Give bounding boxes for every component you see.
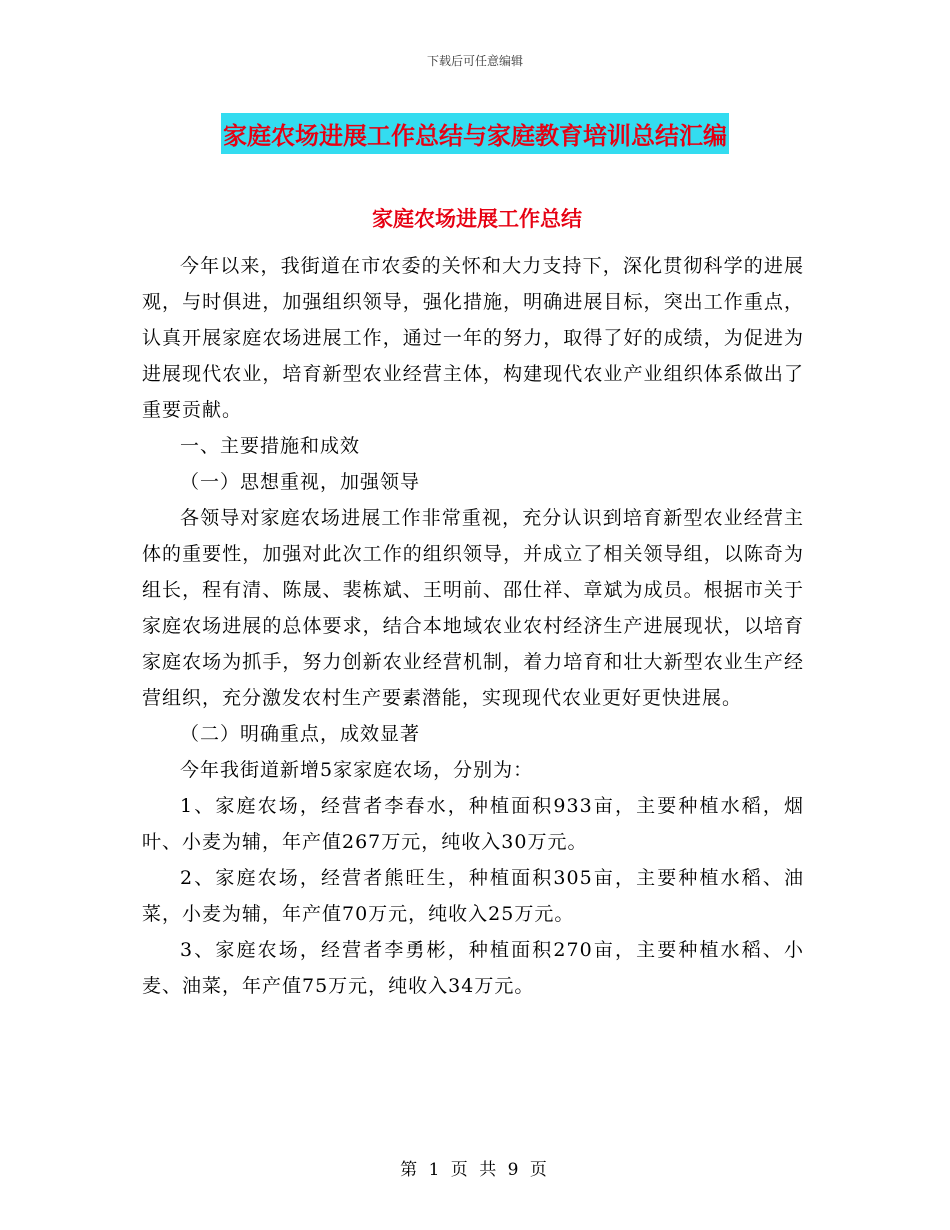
- paragraph-leadership: 各领导对家庭农场进展工作非常重视，充分认识到培育新型农业经营主体的重要性，加强对此次工作的组织领导，并成立了相关领导组，以陈奇为组长，程有清、陈晟、裴栋斌、王明前、邵仕祥、章斌为成员。根据市关于家庭农场进展的总体要求，结合本地域农业农村经济生产进展现状，以培育家庭农场为抓手，努力创新农业经营机制，着力培育和壮大新型农业生产经营组织，充分激发农村生产要素潜能，实现现代农业更好更快进展。: [142, 507, 804, 709]
- document-body: [142, 248, 804, 1004]
- heading-main-measures: 一、主要措施和成效: [180, 435, 361, 457]
- section-title: 家庭农场进展工作总结: [372, 206, 582, 231]
- subheading-focus: （二）明确重点，成效显著: [180, 723, 421, 745]
- list-item-farm-3: 3、家庭农场，经营者李勇彬，种植面积270亩，主要种植水稻、小麦、油菜，年产值75万元，纯收入34万元。: [142, 939, 804, 997]
- paragraph-intro: 今年以来，我街道在市农委的关怀和大力支持下，深化贯彻科学的进展观，与时俱进，加强组织领导，强化措施，明确进展目标，突出工作重点，认真开展家庭农场进展工作，通过一年的努力，取得了好的成绩，为促进为进展现代农业，培育新型农业经营主体，构建现代农业产业组织体系做出了重要贡献。: [142, 255, 804, 421]
- document-title: [0, 113, 950, 154]
- page-number: 第 1 页 共 9 页: [400, 1160, 550, 1180]
- paragraph-new-farms: 今年我街道新增5家家庭农场，分别为：: [180, 759, 534, 781]
- subheading-leadership: （一）思想重视，加强领导: [180, 471, 421, 493]
- document-title-text: 家庭农场进展工作总结与家庭教育培训总结汇编: [221, 113, 729, 154]
- list-item-farm-2: 2、家庭农场，经营者熊旺生，种植面积305亩，主要种植水稻、油菜，小麦为辅，年产值70万元，纯收入25万元。: [142, 867, 804, 925]
- list-item-farm-1: 1、家庭农场，经营者李春水，种植面积933亩，主要种植水稻，烟叶、小麦为辅，年产值267万元，纯收入30万元。: [142, 795, 804, 853]
- page-header-note: 下载后可任意编辑: [426, 54, 523, 68]
